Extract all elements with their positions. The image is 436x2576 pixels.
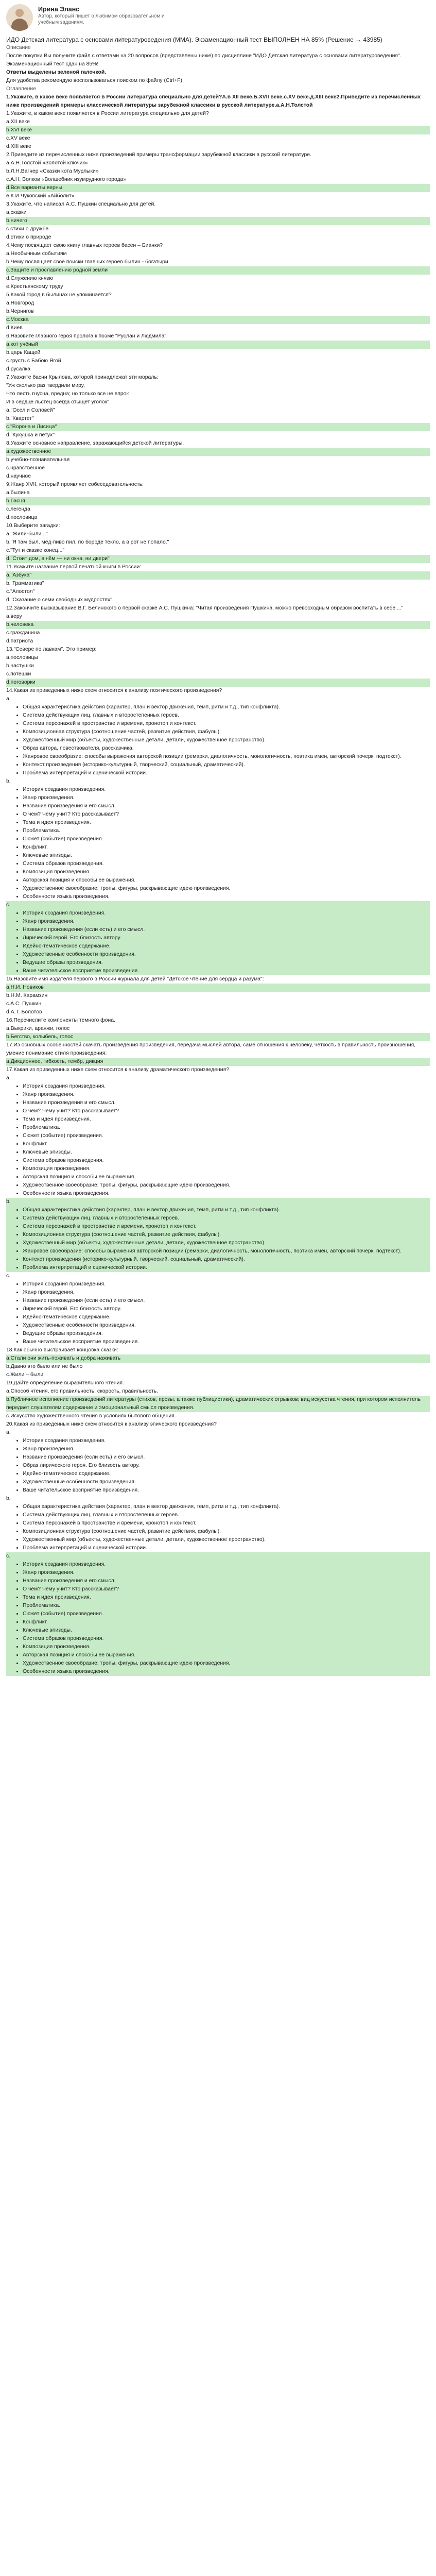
- variant-item: • Особенности языка произведения.: [23, 893, 430, 901]
- variant-item: • Сюжет (событие) произведения.: [23, 1610, 430, 1618]
- answer-option[interactable]: с."Апостол": [6, 589, 35, 595]
- variant-item: • История создания произведения.: [23, 1280, 430, 1289]
- variant-item: • Сюжет (событие) произведения.: [23, 1132, 430, 1140]
- variant-item: • История создания произведения.: [23, 1437, 430, 1445]
- answer-option[interactable]: а.сказки: [6, 210, 27, 215]
- answer-option-correct[interactable]: а."Азбука": [6, 571, 430, 580]
- variant-item: • Конфликт.: [23, 843, 430, 852]
- question-line: 5.Какой город в былинах не упоминается?: [6, 292, 112, 298]
- question-text: [6, 975, 430, 984]
- variant-item: • Художественный мир (объекты, художественные детали, детали, художественное пространство).: [23, 736, 430, 744]
- answer-option-correct[interactable]: а.кот учёный: [6, 341, 430, 349]
- question-block: [6, 975, 430, 1016]
- answer-option[interactable]: а.Новгород: [6, 300, 34, 306]
- question-block: [6, 1346, 430, 1379]
- answer-option[interactable]: b."Квартет": [6, 416, 34, 421]
- question-block: [6, 563, 430, 604]
- question-text: [6, 200, 430, 209]
- question-line: 1.Укажите, в какое веке появляется в России литература специально для детей?А.в XII веке.Б.XVII веке.с.XV веке.д.XIII веке2.Приведите из перечисленных ниже произведений примеры классической литературы зарубежной классики в русской литературе.а.А.Н.Толстой: [6, 94, 421, 108]
- question-text: [6, 151, 430, 159]
- answer-option[interactable]: а.А.Н.Толстой «Золотой ключик»: [6, 160, 88, 166]
- toc-label: Оглавление: [6, 86, 36, 92]
- question-block: [6, 374, 430, 439]
- variant-item: • Лирический герой. Его близость автору.: [23, 1305, 430, 1313]
- variant-items: [6, 703, 430, 777]
- variant-item: • Жанр произведения.: [23, 1289, 430, 1297]
- variant-item: • Композиционная структура (соотношение частей, развитие действия, фабулы).: [23, 1528, 430, 1536]
- answer-option[interactable]: а.пословицы: [6, 655, 38, 660]
- question-text: [6, 332, 430, 341]
- variant-item: • Образ автора, повествователя, рассказчика.: [23, 744, 430, 753]
- variant-item: • Название произведения (если есть) и его смысл.: [23, 1453, 430, 1462]
- variant-items: [6, 909, 430, 975]
- variant-item: • Ключевые эпизоды.: [23, 1148, 430, 1157]
- variant-item: • Художественные особенности произведения.: [23, 1321, 430, 1330]
- question-block: [6, 93, 430, 110]
- question-text: [6, 291, 430, 299]
- variant-items: [6, 786, 430, 901]
- question-line: 18.Как обычно выстраивает концовка сказки:: [6, 1347, 118, 1353]
- answer-variant[interactable]: [6, 1272, 430, 1346]
- question-line: И в сердце льстец всегда отыщет уголок".: [6, 399, 111, 405]
- variant-item: • Идейно-тематическое содержание.: [23, 942, 430, 951]
- answer-variant[interactable]: [6, 695, 430, 777]
- answer-option-correct[interactable]: b.басня: [6, 497, 430, 505]
- answer-option[interactable]: с.А.С. Пушкин: [6, 1001, 42, 1007]
- question-text: [6, 93, 430, 110]
- variant-item: • Система действующих лиц, главных и второстепенных героев.: [23, 1214, 430, 1223]
- question-line: 17.Из основных особенностей скачать произведения произведения, передача мыслей автора, саме отношения к человеку, чёткость в правильность произношения, умение понимание стиля произведения:: [6, 1042, 416, 1056]
- variant-item: • Название произведения и его смысл.: [23, 1099, 430, 1107]
- variant-item: • Авторская позиция и способы ее выражения.: [23, 1651, 430, 1659]
- variant-item: • Ведущие образы произведения.: [23, 1330, 430, 1338]
- variant-item: • Контекст произведения (историко-культурный, творческий, социальный, драматический).: [23, 1256, 430, 1264]
- question-block: [6, 291, 430, 332]
- answer-variant[interactable]: [6, 777, 430, 901]
- variant-item: • Художественные особенности произведения.: [23, 951, 430, 959]
- variant-item: • Особенности языка произведения.: [23, 1190, 430, 1198]
- answer-option[interactable]: c.А.Н. Волков «Волшебник изумрудного города»: [6, 177, 127, 182]
- variant-items: [6, 1561, 430, 1676]
- question-text: [6, 1379, 430, 1387]
- question-line: 3.Укажите, что написал А.С. Пушкин специально для детей.: [6, 201, 156, 207]
- variant-item: • Особенности языка произведения.: [23, 1668, 430, 1676]
- variant-item: • Художественное своеобразие: тропы, фигуры, раскрывающие идею произведения.: [23, 885, 430, 893]
- question-text: [6, 522, 430, 530]
- variant-item: • О чем? Чему учит? Кто рассказывает?: [23, 810, 430, 819]
- answer-option-correct[interactable]: d.поговорки: [6, 679, 430, 687]
- question-text: [6, 242, 430, 250]
- variant-label: c.: [6, 1553, 11, 1559]
- variant-item: • О чем? Чему учит? Кто рассказывает?: [23, 1585, 430, 1594]
- question-text: [6, 687, 430, 695]
- answer-option[interactable]: b.учебно-познавательная: [6, 457, 70, 463]
- variant-label: a.: [6, 1075, 11, 1081]
- variant-item: • Художественные особенности произведения.: [23, 1478, 430, 1486]
- variant-label: b.: [6, 1199, 11, 1205]
- answer-option-correct[interactable]: b.Бегство, колыбель, голос: [6, 1033, 430, 1041]
- variant-item: • Система действующих лиц, главных и второстепенных героев.: [23, 711, 430, 720]
- question-line: 4.Чему посвящает свою книгу главных героев басен – Бианки?: [6, 243, 163, 248]
- answer-option[interactable]: а.Необычным событиям: [6, 251, 67, 257]
- answer-option[interactable]: b.Л.Н.Вагнер «Сказки кота Мурлыки»: [6, 168, 99, 174]
- answer-option[interactable]: d.Киев: [6, 325, 23, 331]
- answer-option[interactable]: b.Чему посвящает своё поиски главных героев былин - богатыри: [6, 259, 168, 265]
- question-block: [6, 604, 430, 646]
- question-text: [6, 374, 430, 406]
- variant-item: • Идейно-тематическое содержание.: [23, 1313, 430, 1321]
- answer-variant[interactable]: [6, 1429, 430, 1495]
- variant-items: [6, 1082, 430, 1198]
- question-line: 8.Укажите основное направление, заражающийся детской литературы.: [6, 440, 184, 446]
- answer-option-correct[interactable]: с.Москва: [6, 316, 430, 324]
- author-description: Автор, который пишет о любимом образовательном и учебным заданиям.: [38, 13, 165, 25]
- variant-item: • Общая характеристика действия (характер, план и вектор движения, темп, ритм и т.д., тип конфликта).: [23, 1503, 430, 1511]
- variant-item: • Название произведения (если есть) и его смысл.: [23, 926, 430, 934]
- question-text: [6, 1420, 430, 1429]
- answer-option[interactable]: a.XII веке: [6, 119, 30, 125]
- answers-note: Ответы выделены зеленой галочкой.: [6, 70, 107, 75]
- variant-item: • Система действующих лиц, главных и второстепенных героев.: [23, 1511, 430, 1519]
- question-block: [6, 522, 430, 563]
- answer-option[interactable]: b."Грамматика": [6, 581, 44, 586]
- variant-item: • Ключевые эпизоды.: [23, 852, 430, 860]
- variant-item: • Система персонажей в пространстве и времени, хронотоп и контекст.: [23, 720, 430, 728]
- variant-item: • Система персонажей в пространстве и времени, хронотоп и контекст.: [23, 1223, 430, 1231]
- answer-option-correct[interactable]: d."Стоит дом, в нём — ни окна, ни двери": [6, 555, 430, 563]
- answer-option-correct[interactable]: а.художественное: [6, 448, 430, 456]
- variant-item: • Контекст произведения (историко-культурный, творческий, социальный, драматический).: [23, 761, 430, 769]
- answer-option[interactable]: с.потешки: [6, 671, 31, 677]
- variant-items: [6, 1280, 430, 1346]
- author-info: [38, 4, 182, 26]
- variant-item: • Жанр произведения.: [23, 1445, 430, 1453]
- question-block: [6, 242, 430, 291]
- variant-item: • Ваше читательское восприятие произведения.: [23, 967, 430, 975]
- answer-option[interactable]: d."Кукушка и петух": [6, 432, 55, 438]
- answer-option-correct[interactable]: b.человека: [6, 621, 430, 629]
- variant-item: • Система персонажей в пространстве и времени, хронотоп и контекст.: [23, 1519, 430, 1528]
- question-text: [6, 1041, 430, 1058]
- question-line: "Уж сколько раз твердили миру,: [6, 383, 85, 388]
- answer-option[interactable]: с.стихи о дружбе: [6, 226, 49, 232]
- question-line: 15.Назовите имя издателя первого в России журнала для детей "Детское чтение для сердца и разума":: [6, 976, 264, 982]
- answer-option[interactable]: d.русалка: [6, 366, 30, 372]
- variant-label: a.: [6, 696, 11, 702]
- variant-label: b.: [6, 778, 11, 784]
- question-text: [6, 439, 430, 448]
- answer-option[interactable]: d.XIII веке: [6, 144, 31, 149]
- answer-option[interactable]: е.Крестьянскому труду: [6, 284, 63, 290]
- answer-variant[interactable]: [6, 1495, 430, 1552]
- variant-item: • Система образов произведения.: [23, 860, 430, 868]
- answer-option[interactable]: d.Служению князю: [6, 276, 53, 281]
- question-block: [6, 646, 430, 687]
- answer-option-correct[interactable]: а.Н.И. Новиков: [6, 984, 430, 992]
- variant-label: a.: [6, 1430, 11, 1435]
- answer-option[interactable]: а.былина: [6, 490, 30, 496]
- description-label: Описание: [6, 45, 31, 50]
- answer-option-correct[interactable]: а.Стали они жить-поживать и добра наживать: [6, 1354, 430, 1363]
- answer-option[interactable]: а.веру: [6, 614, 22, 619]
- answer-option-correct[interactable]: с.Защите и прославлению родной земли: [6, 266, 430, 275]
- description-text: После покупки Вы получите файл с ответами на 20 вопросов (представлены ниже) по дисциплине "ИДО Детская литература с основами литературоведения". Экзаменационный тест сдан на 85%!: [6, 53, 402, 67]
- question-line: 14.Какая из приведенных ниже схем относится к анализу поэтического произведения?: [6, 688, 222, 693]
- variant-item: • Название произведения и его смысл.: [23, 1577, 430, 1585]
- variant-label: b.: [6, 1496, 11, 1501]
- avatar-torso: [11, 19, 28, 31]
- variant-item: • Жанровое своеобразие: способы выражения авторской позиции (ремарки, диалогичность, монологичность, поэтика имен, авторский почерк, подтекст).: [23, 753, 430, 761]
- author-card: [6, 4, 430, 31]
- question-block: [6, 1066, 430, 1346]
- answer-option[interactable]: с.нравственное: [6, 465, 45, 471]
- answer-option[interactable]: c.Искусство художественного чтения в условиях бытового общения.: [6, 1413, 176, 1419]
- variant-item: • История создания произведения.: [23, 786, 430, 794]
- variant-item: • Тема и идея произведения.: [23, 1594, 430, 1602]
- answer-option[interactable]: b.Давно это было или не было: [6, 1364, 83, 1369]
- question-text: [6, 563, 430, 571]
- question-block: [6, 687, 430, 975]
- variant-item: • О чем? Чему учит? Кто рассказывает?: [23, 1107, 430, 1115]
- variant-item: • Конфликт.: [23, 1618, 430, 1626]
- answer-option[interactable]: с.легенда: [6, 506, 30, 512]
- answer-option[interactable]: d.стихи о природе: [6, 234, 51, 240]
- variant-item: • Жанр произведения.: [23, 918, 430, 926]
- variant-item: • Художественное своеобразие: тропы, фигуры, раскрывающие идею произведения.: [23, 1181, 430, 1190]
- variant-item: • История создания произведения.: [23, 909, 430, 918]
- answer-option[interactable]: а."Жили-были...": [6, 531, 48, 537]
- variant-item: • Образ лирического героя. Его близость автору.: [23, 1462, 430, 1470]
- question-line: 2.Приведите из перечисленных ниже произведений примеры трансформации зарубежной классики в русской литературе.: [6, 152, 311, 158]
- convenience-note: Для удобства рекомендую воспользоваться поиском по файлу (Ctrl+F).: [6, 78, 184, 83]
- variant-item: • Композиция произведения.: [23, 1643, 430, 1651]
- variant-item: • Проблематика.: [23, 1124, 430, 1132]
- questions-list: [6, 93, 430, 1676]
- question-line: 16.Перечислите компоненты темного фона.: [6, 1018, 115, 1023]
- answer-option[interactable]: а.Выкрики, аранжи, голос: [6, 1026, 70, 1031]
- answer-option[interactable]: а."Осел и Соловей": [6, 408, 55, 413]
- question-line: 20.Какая из приведенных ниже схем относится к анализу эпического произведения?: [6, 1421, 217, 1427]
- variant-item: • Проблема интерпретаций и сценической истории.: [23, 769, 430, 777]
- variant-item: • Проблематика.: [23, 827, 430, 835]
- variant-item: • Композиционная структура (соотношение частей, развитие действия, фабулы).: [23, 1231, 430, 1239]
- variant-item: • Сюжет (событие) произведения.: [23, 835, 430, 843]
- variant-item: • Конфликт.: [23, 1140, 430, 1148]
- question-line: 17.Какая из приведенных ниже схем относится к анализу драматического произведения?: [6, 1067, 230, 1073]
- variant-item: • Лирический герой. Его близость автору.: [23, 934, 430, 942]
- answer-variant-correct[interactable]: [6, 1552, 430, 1676]
- answer-option[interactable]: с."Тут и сказке конец...": [6, 548, 65, 553]
- question-line: 12.Закончите высказывание В.Г. Белинского о первой сказке А.С. Пушкина: "Читая произведения Пушкина, можно превосходным образом воспитать в себе ...": [6, 605, 404, 611]
- variant-item: • Ваше читательское восприятие произведения.: [23, 1338, 430, 1346]
- question-line: 13."Севере по лавкам". Это пример:: [6, 647, 97, 652]
- answer-option[interactable]: а.Способ чтения, его правильность, скорость, правильность.: [6, 1388, 159, 1394]
- variant-item: • Идейно-тематическое содержание.: [23, 1470, 430, 1478]
- answer-option[interactable]: е.К.И.Чуковский «Айболит»: [6, 193, 75, 199]
- answer-option[interactable]: с.грусть с Бабою Ягой: [6, 358, 61, 364]
- variant-item: • Ваше читательское восприятие произведения.: [23, 1486, 430, 1495]
- variant-item: • Жанровое своеобразие: способы выражения авторской позиции (ремарки, диалогичность, монологичность, поэтика имен, авторский почерк, подтекст).: [23, 1247, 430, 1256]
- variant-item: • Авторская позиция и способы ее выражения.: [23, 1173, 430, 1181]
- question-text: [6, 1016, 430, 1025]
- variant-item: • Ведущие образы произведения.: [23, 959, 430, 967]
- answer-option[interactable]: d.пословица: [6, 515, 38, 520]
- question-block: [6, 1420, 430, 1676]
- question-text: [6, 110, 430, 118]
- variant-item: • Система образов произведения.: [23, 1157, 430, 1165]
- variant-label: c.: [6, 1273, 11, 1279]
- answer-option[interactable]: d.научное: [6, 473, 31, 479]
- question-line: 9.Жанр XVII, который проявляет собеседовательность:: [6, 482, 144, 487]
- answer-option-correct[interactable]: d.Все варианты верны: [6, 184, 430, 192]
- variant-item: • История создания произведения.: [23, 1082, 430, 1091]
- question-line: 1.Укажите, в каком веке появляется в России литература специально для детей?: [6, 111, 209, 116]
- answer-option[interactable]: с.Жили – были: [6, 1372, 44, 1378]
- question-block: [6, 1041, 430, 1066]
- answer-variant-correct[interactable]: [6, 1198, 430, 1272]
- question-block: [6, 439, 430, 481]
- variant-item: • Композиция произведения.: [23, 1165, 430, 1173]
- variant-item: • Название произведения (если есть) и его смысл.: [23, 1297, 430, 1305]
- variant-item: • Общая характеристика действия (характер, план и вектор движения, темп, ритм и т.д., тип конфликта).: [23, 1206, 430, 1214]
- question-block: [6, 110, 430, 151]
- answer-option[interactable]: b.Чернигов: [6, 309, 34, 314]
- variant-item: • Ключевые эпизоды.: [23, 1626, 430, 1635]
- answer-option[interactable]: b.Н.М. Карамзин: [6, 993, 48, 998]
- answer-option[interactable]: с.XV веке: [6, 135, 30, 141]
- variant-item: • Жанр произведения.: [23, 1569, 430, 1577]
- variant-item: • Художественный мир (объекты, художественные детали, детали, художественное пространство).: [23, 1239, 430, 1247]
- answer-option-correct[interactable]: с."Ворона и Лисица": [6, 423, 430, 431]
- variant-item: • Общая характеристика действия (характер, план и вектор движения, темп, ритм и т.д., тип конфликта).: [23, 703, 430, 711]
- answer-option[interactable]: d.А.Т. Болотов: [6, 1009, 42, 1015]
- answer-variant[interactable]: [6, 1074, 430, 1198]
- question-line: 6.Назовите главного героя пролога к поэме "Руслан и Людмила":: [6, 333, 168, 339]
- answer-option[interactable]: b.царь Кащей: [6, 350, 41, 355]
- question-line: 11.Укажите название первой печатной книги в России:: [6, 564, 142, 570]
- answer-option-correct[interactable]: b.ничего: [6, 217, 430, 225]
- variant-item: • Жанр произведения.: [23, 1091, 430, 1099]
- variant-item: • Композиция произведения.: [23, 868, 430, 876]
- variant-item: • Система образов произведения.: [23, 1635, 430, 1643]
- question-block: [6, 481, 430, 522]
- variant-item: • История создания произведения.: [23, 1561, 430, 1569]
- variant-item: • Художественный мир (объекты, художественные детали, детали, художественное пространство).: [23, 1536, 430, 1544]
- doc-title: ИДО Детская литература с основами литературоведения (ММА). Экзаменационный тест ВЫПОЛНЕН НА 85% (Решение → 43985): [6, 36, 382, 43]
- avatar-head: [15, 9, 24, 17]
- variant-item: • Композиционная структура (соотношение частей, развитие действия, фабулы).: [23, 728, 430, 736]
- question-line: 10.Выберите загадки:: [6, 523, 60, 529]
- answer-option[interactable]: d.патриота: [6, 638, 33, 644]
- variant-items: [6, 1503, 430, 1552]
- variant-item: • Название произведения и его смысл.: [23, 802, 430, 810]
- answer-option[interactable]: с.гражданина: [6, 630, 40, 636]
- variant-item: • Проблематика.: [23, 1602, 430, 1610]
- variant-items: [6, 1206, 430, 1272]
- question-text: [6, 1346, 430, 1354]
- variant-label: c.: [6, 902, 11, 908]
- question-block: [6, 1379, 430, 1420]
- question-line: 19.Дайте определение выразительного чтения.: [6, 1380, 124, 1386]
- variant-item: • Проблема интерпретаций и сценической истории.: [23, 1544, 430, 1552]
- question-text: [6, 481, 430, 489]
- author-name[interactable]: Ирина Эланс: [38, 6, 80, 13]
- question-line: Что лесть гнусна, вредна; но только все не впрок: [6, 391, 129, 397]
- answer-option-correct[interactable]: а.Дикционное, гибкость, тембр, дикция: [6, 1058, 430, 1066]
- answer-option[interactable]: b.частушки: [6, 663, 34, 669]
- variant-item: • Тема и идея произведения.: [23, 819, 430, 827]
- answer-option[interactable]: b."Я там был, мёд-пиво пил, по бороде текло, а в рот не попало.": [6, 539, 169, 545]
- author-avatar[interactable]: [6, 4, 33, 31]
- question-text: [6, 604, 430, 613]
- answer-variant-correct[interactable]: [6, 901, 430, 975]
- question-block: [6, 1016, 430, 1041]
- variant-item: • Тема и идея произведения.: [23, 1115, 430, 1124]
- variant-items: [6, 1437, 430, 1495]
- answer-option-correct[interactable]: b.XVI веке: [6, 126, 430, 134]
- variant-item: • Жанр произведения.: [23, 794, 430, 802]
- question-block: [6, 151, 430, 200]
- question-line: 7.Укажите басни Крылова, которой принадлежат эти мораль:: [6, 375, 159, 380]
- answer-option-correct[interactable]: b.Публичное исполнение произведений литературы (стихов, прозы, а также публицистики), драматических отрывков; вид искусства чтения, при котором исполнитель передаёт слушателям содержание и эмоциональный смысл произведения.: [6, 1396, 430, 1412]
- variant-item: • Авторская позиция и способы ее выражения.: [23, 876, 430, 885]
- variant-item: • Художественное своеобразие: тропы, фигуры, раскрывающие идею произведения.: [23, 1659, 430, 1668]
- question-block: [6, 332, 430, 374]
- question-text: [6, 646, 430, 654]
- question-block: [6, 200, 430, 242]
- variant-item: • Проблема интерпретаций и сценической истории.: [23, 1264, 430, 1272]
- question-text: [6, 1066, 430, 1074]
- answer-option[interactable]: d."Сказание о семи свободных мудростях": [6, 597, 112, 603]
